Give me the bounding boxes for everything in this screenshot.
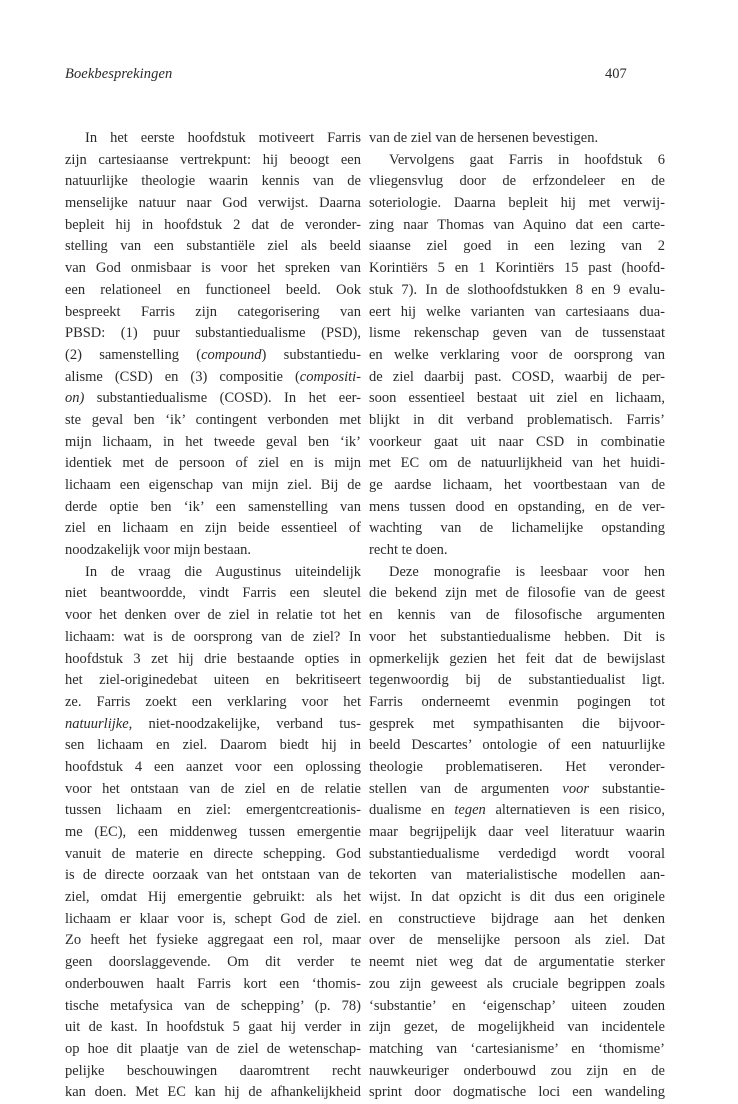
line-text: me (EC), een middenweg tussen emergentie	[65, 824, 361, 840]
line-text: eert hij welke varianten van cartesiaans dua-	[369, 303, 665, 320]
line-text: noodzakelijk voor mijn bestaan.	[65, 542, 252, 559]
text-line	[369, 518, 665, 540]
italic-text: on)	[65, 390, 85, 407]
line-text: vanuit de materie en directe schepping. God	[65, 845, 361, 862]
text-line	[369, 1082, 665, 1104]
line-text: onderbouwen haalt Farris kort een ‘thomis-	[65, 975, 361, 992]
line-text: identiek met de persoon of ziel en is mijn	[65, 455, 361, 472]
text-line	[65, 280, 361, 302]
line-text: wachting van de lichamelijke opstanding	[369, 520, 665, 537]
italic-text: compositi-	[299, 368, 361, 385]
text-line	[369, 670, 665, 692]
line-text: lisme rekenschap geven van de tussenstaat	[369, 325, 665, 342]
line-text: substantiedualisme (COSD). In het eer-	[84, 390, 361, 407]
line-text: met EC om de natuurlijkheid van het huidi-	[369, 455, 665, 472]
line-text: Zo heeft het fysieke aggregaat een rol, maar	[65, 932, 361, 949]
text-line	[369, 714, 665, 736]
text-line	[369, 128, 665, 150]
text-line	[369, 974, 665, 996]
line-text: maar begrijpelijk daar veel literatuur waarin	[369, 824, 665, 840]
line-text: beeld Descartes’ ontologie of een natuurlijke	[369, 737, 665, 754]
line-text: (2) samenstelling (	[65, 346, 202, 363]
text-line	[65, 692, 361, 714]
text-line	[369, 215, 665, 237]
line-text: ziel, omdat Hij emergentie gebruikt: als het	[65, 889, 361, 906]
text-line	[65, 302, 361, 324]
text-line	[65, 822, 361, 844]
text-line	[65, 562, 361, 584]
line-text: en welke verklaring voor de oorsprong van	[369, 346, 665, 363]
text-line	[369, 735, 665, 757]
text-line	[65, 432, 361, 454]
line-text: tekorten van materialistische modellen aan-	[369, 867, 665, 884]
text-line	[369, 562, 665, 584]
text-line	[369, 540, 665, 562]
text-line	[369, 909, 665, 931]
line-text: voorkeur gaat uit naar CSD in combinatie	[369, 433, 665, 450]
line-text: opmerkelijk gezien het feit dat de bewijslast	[369, 650, 665, 667]
italic-text: voor	[562, 780, 589, 797]
text-line	[369, 388, 665, 410]
line-text: voor het ontstaan van de ziel en de relatie	[65, 780, 361, 797]
text-line	[65, 1061, 361, 1083]
text-line	[65, 887, 361, 909]
line-text: tussen lichaam en ziel: emergentcreationis-	[65, 802, 361, 819]
line-text: menselijke natuur naar God verwijst. Daarna	[65, 195, 361, 212]
text-line	[65, 345, 361, 367]
line-text: over de menselijke persoon als ziel. Dat	[369, 932, 665, 949]
line-text: mens tussen dood en opstanding, en de ver-	[369, 498, 665, 515]
line-text: lichaam er klaar voor is, schept God de ziel.	[65, 910, 361, 927]
line-text: stuk 7). In de slothoofdstukken 8 en 9 evalu-	[369, 281, 665, 298]
text-line	[65, 974, 361, 996]
text-line	[65, 865, 361, 887]
line-text: neemt niet weg dat de argumentatie sterker	[369, 954, 665, 971]
text-line	[369, 171, 665, 193]
text-line	[369, 497, 665, 519]
text-line	[369, 410, 665, 432]
line-text: siaanse ziel goed in een lezing van 2	[369, 238, 665, 255]
text-line	[65, 171, 361, 193]
line-text: theologie problematiseren. Het veronder-	[369, 758, 665, 775]
line-text: stelling van een substantiële ziel als beeld	[65, 238, 361, 255]
line-text: die bekend zijn met de filosofie van de geest	[369, 585, 665, 602]
text-line	[65, 714, 361, 736]
text-line	[65, 410, 361, 432]
text-line	[369, 193, 665, 215]
line-text: In het eerste hoofdstuk motiveert Farris	[85, 130, 361, 146]
right-text-column	[369, 128, 665, 1104]
line-text: blijkt in dit verband problematisch. Farris’	[369, 411, 665, 428]
line-text: nauwkeuriger onderbouwd zou zijn en de	[369, 1062, 665, 1079]
text-line	[65, 497, 361, 519]
line-text: derde optie ben ‘ik’ een samenstelling van	[65, 498, 361, 515]
line-text: lichaam: wat is de oorsprong van de ziel? In	[65, 628, 361, 645]
line-text: voor het substantiedualisme hebben. Dit is	[369, 628, 665, 645]
line-text: zijn cartesiaanse vertrekpunt: hij beoogt een	[65, 151, 361, 168]
line-text: hoofdstuk 4 een aanzet voor een oplossing	[65, 758, 361, 775]
text-line	[65, 258, 361, 280]
line-text: natuurlijke theologie waarin kennis van de	[65, 173, 361, 190]
line-text: Deze monografie is leesbaar voor hen	[389, 563, 665, 580]
text-line	[369, 779, 665, 801]
line-text: ge aardse lichaam, het voortbestaan van de	[369, 477, 665, 493]
text-line	[65, 1082, 361, 1104]
text-line	[65, 996, 361, 1018]
text-line	[369, 649, 665, 671]
text-line	[369, 280, 665, 302]
text-line	[65, 128, 361, 150]
text-line	[369, 605, 665, 627]
line-text: dualisme en	[369, 802, 455, 819]
text-line	[65, 236, 361, 258]
text-line	[369, 952, 665, 974]
line-text: het ziel-originedebat uiteen en bekritiseert	[65, 672, 361, 689]
italic-text: natuurlijke	[65, 715, 129, 732]
text-line	[65, 952, 361, 974]
line-text: matching van ‘cartesianisme’ en ‘thomisme’	[369, 1040, 665, 1057]
text-line	[65, 215, 361, 237]
text-line	[65, 518, 361, 540]
text-line	[369, 345, 665, 367]
line-text: ziel en lichaam en zijn beide essentieel of	[65, 520, 361, 537]
line-text: geen doorslaggevende. Om dit verder te	[65, 954, 361, 971]
line-text: niet beantwoordde, vindt Farris een sleutel	[65, 585, 361, 602]
line-text: zijn gezet, de mogelijkheid van incidentele	[369, 1019, 665, 1036]
text-line	[65, 388, 361, 410]
text-line	[369, 367, 665, 389]
line-text: PBSD: (1) puur substantiedualisme (PSD),	[65, 325, 361, 342]
text-line	[65, 605, 361, 627]
line-text: Korintiërs 5 en 1 Korintiërs 15 past (hoofd-	[369, 260, 665, 277]
line-text: wijst. In dat opzicht is dit dus een originele	[369, 889, 665, 906]
line-text: bespreekt Farris zijn categorisering van	[65, 303, 361, 320]
text-line	[369, 583, 665, 605]
text-line	[65, 1017, 361, 1039]
line-text: en kennis van de filosofische argumenten	[369, 607, 665, 624]
text-line	[369, 453, 665, 475]
text-line	[369, 996, 665, 1018]
text-line	[369, 865, 665, 887]
text-line	[369, 1039, 665, 1061]
text-line	[65, 367, 361, 389]
line-text: mijn lichaam, in het tweede geval ben ‘ik’	[65, 433, 361, 450]
text-line	[65, 735, 361, 757]
text-line	[65, 150, 361, 172]
text-line	[65, 649, 361, 671]
line-text: tische metafysica van de schepping’ (p. 78)	[65, 997, 361, 1014]
text-line	[369, 930, 665, 952]
line-text: In de vraag die Augustinus uiteindelijk	[85, 563, 361, 580]
text-line	[369, 887, 665, 909]
line-text: Farris onderneemt evenmin pogingen tot	[369, 693, 665, 710]
text-line	[65, 453, 361, 475]
text-line	[65, 540, 361, 562]
line-text: een relationeel en functioneel beeld. Ook	[65, 281, 361, 298]
text-line	[369, 822, 665, 844]
text-line	[369, 323, 665, 345]
text-line	[369, 432, 665, 454]
line-text: ste geval ben ‘ik’ contingent verbonden met	[65, 411, 361, 428]
line-text: stellen van de argumenten	[369, 780, 563, 797]
line-text: substantiedualisme verdedigd wordt vooral	[369, 845, 665, 862]
line-text: lichaam een eigenschap van mijn ziel. Bij de	[65, 477, 361, 493]
italic-text: compound	[201, 346, 262, 363]
line-text: soon essentieel bestaat uit ziel en lichaam,	[369, 390, 665, 407]
line-text: van de ziel van de hersenen bevestigen.	[369, 130, 599, 146]
text-line	[369, 236, 665, 258]
text-line	[369, 757, 665, 779]
line-text: tegenwoordig bij de substantiedualist ligt.	[369, 672, 665, 689]
line-text: Vervolgens gaat Farris in hoofdstuk 6	[389, 151, 665, 168]
line-text: is de directe oorzaak van het ontstaan van de	[65, 867, 361, 884]
line-text: substantie-	[588, 780, 665, 797]
text-line	[65, 779, 361, 801]
line-text: kan doen. Met EC kan hij de afhankelijkheid	[65, 1084, 361, 1101]
text-line	[65, 627, 361, 649]
left-text-column	[65, 128, 361, 1104]
line-text: bepleit hij in hoofdstuk 2 dat de veronder-	[65, 216, 361, 233]
line-text: vliegensvlug door de erfzondeleer en de	[369, 173, 665, 190]
line-text: en constructieve bijdrage aan het denken	[369, 910, 665, 927]
line-text: recht te doen.	[369, 542, 448, 559]
line-text: hoofdstuk 3 zet hij drie bestaande opties in	[65, 650, 361, 667]
line-text: voor het denken over de ziel in relatie tot het	[65, 607, 361, 624]
line-text: gesprek met sympathisanten die bijvoor-	[369, 715, 665, 732]
text-line	[65, 323, 361, 345]
text-line	[65, 757, 361, 779]
line-text: de ziel daarbij past. COSD, waarbij de per-	[369, 368, 665, 385]
text-line	[369, 800, 665, 822]
line-text: zou zijn geweest als cruciale begrippen zoals	[369, 975, 665, 992]
text-line	[65, 670, 361, 692]
text-line	[65, 800, 361, 822]
text-line	[65, 844, 361, 866]
text-line	[369, 1061, 665, 1083]
text-line	[65, 583, 361, 605]
line-text: sprint door dogmatische loci een wandeling	[369, 1084, 665, 1101]
italic-text: tegen	[454, 802, 486, 819]
running-head	[0, 66, 738, 88]
line-text: uit de kast. In hoofdstuk 5 gaat hij verder in	[65, 1019, 361, 1036]
text-line	[369, 258, 665, 280]
line-text: alisme (CSD) en (3) compositie (	[65, 368, 300, 385]
text-line	[65, 193, 361, 215]
line-text: pelijke beschouwingen daaromtrent recht	[65, 1062, 361, 1079]
line-text: zing naar Thomas van Aquino dat een carte-	[369, 216, 665, 233]
text-line	[65, 475, 361, 497]
text-line	[369, 844, 665, 866]
text-line	[369, 150, 665, 172]
text-line	[369, 302, 665, 324]
text-line	[65, 930, 361, 952]
text-line	[65, 909, 361, 931]
running-title: Boekbesprekingen	[65, 66, 173, 82]
line-text: soteriologie. Daarna bepleit hij met verwij-	[369, 195, 665, 212]
line-text: alternatieven is een risico,	[485, 802, 665, 819]
text-line	[369, 627, 665, 649]
line-text: , niet-noodzakelijke, verband tus-	[128, 715, 361, 732]
line-text: sen lichaam en ziel. Daarom biedt hij in	[65, 737, 361, 754]
line-text: ) substantiedu-	[261, 346, 361, 363]
text-line	[369, 692, 665, 714]
line-text: ‘substantie’ en ‘eigenschap’ uiteen zouden	[369, 997, 665, 1014]
line-text: op hoe dit plaatje van de ziel de wetenschap-	[65, 1040, 361, 1057]
page-number: 407	[605, 66, 627, 82]
line-text: ze. Farris zoekt een verklaring voor het	[65, 693, 361, 710]
text-line	[369, 1017, 665, 1039]
text-line	[369, 475, 665, 497]
line-text: van God onmisbaar is voor het spreken van	[65, 260, 361, 277]
text-line	[65, 1039, 361, 1061]
